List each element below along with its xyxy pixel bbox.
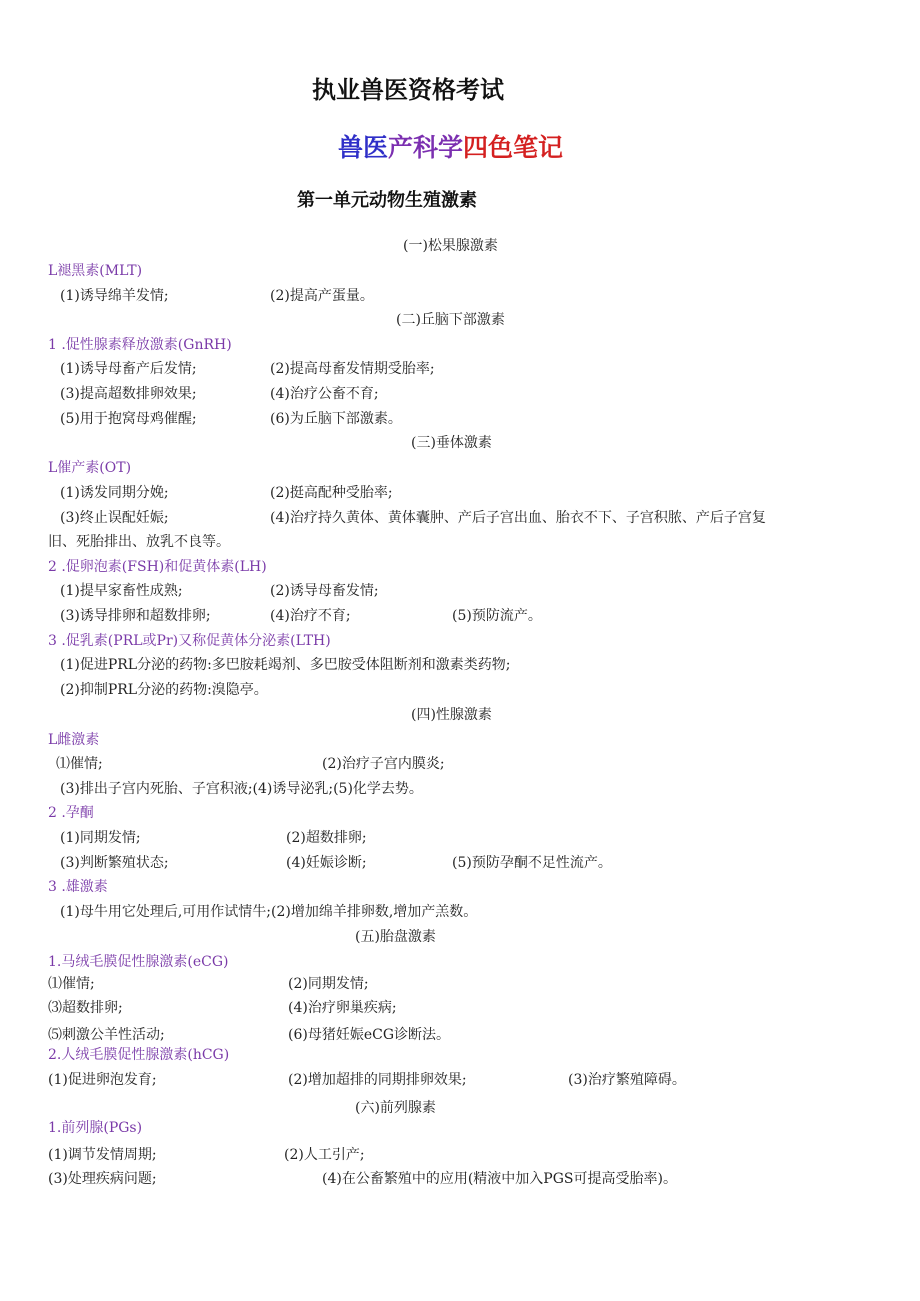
- item-heading: 3 .雄激素: [48, 879, 108, 895]
- subtitle-part-2: 产科学: [388, 133, 464, 162]
- list-item: (1)诱导绵羊发情;: [60, 288, 169, 304]
- list-item: (4)在公畜繁殖中的应用(精液中加入PGS可提高受胎率)。: [322, 1171, 677, 1187]
- list-item: (4)治疗不育;: [270, 608, 351, 624]
- list-item: (1)促进卵泡发育;: [48, 1072, 157, 1088]
- list-item: ⑴催情;: [56, 756, 103, 772]
- list-item: (2)同期发情;: [288, 976, 369, 992]
- section-heading: (四)性腺激素: [411, 707, 492, 723]
- section-heading: (五)胎盘激素: [355, 929, 436, 945]
- list-item: (1)诱发同期分娩;: [60, 485, 169, 501]
- list-item: (2)诱导母畜发情;: [270, 583, 379, 599]
- list-item: (3)判断繁殖状态;: [60, 855, 169, 871]
- list-item: (2)增加超排的同期排卵效果;: [288, 1072, 467, 1088]
- list-item: (3)终止误配妊娠;: [60, 510, 169, 526]
- list-item: (1)诱导母畜产后发情;: [60, 361, 197, 377]
- item-heading: 1.前列腺(PGs): [48, 1120, 143, 1136]
- list-item: (5)预防孕酮不足性流产。: [452, 855, 612, 871]
- list-item: (5)用于抱窝母鸡催醒;: [60, 411, 197, 427]
- list-item: (1)促进PRL分泌的药物:多巴胺耗竭剂、多巴胺受体阻断剂和激素类药物;: [60, 657, 511, 673]
- list-item: (4)治疗持久黄体、黄体囊肿、产后子宫出血、胎衣不下、子宫积脓、产后子宫复: [270, 510, 766, 526]
- list-item: (3)提高超数排卵效果;: [60, 386, 197, 402]
- unit-title: 第一单元动物生殖激素: [297, 190, 477, 211]
- list-item: ⑶超数排卵;: [48, 1000, 123, 1016]
- list-item: (6)母猪妊娠eCG诊断法。: [288, 1027, 451, 1043]
- list-item: (3)治疗繁殖障碍。: [568, 1072, 686, 1088]
- list-item: ⑴催情;: [48, 976, 95, 992]
- list-item: (2)提高母畜发情期受胎率;: [270, 361, 435, 377]
- subtitle-part-1: 兽医: [338, 133, 389, 162]
- section-heading: (二)丘脑下部激素: [396, 312, 505, 328]
- list-item: (4)治疗公畜不育;: [270, 386, 379, 402]
- list-item: (2)超数排卵;: [286, 830, 367, 846]
- section-heading: (六)前列腺素: [355, 1100, 436, 1116]
- item-heading: 1.马绒毛膜促性腺激素(eCG): [48, 954, 229, 970]
- list-item: ⑸刺激公羊性活动;: [48, 1027, 165, 1043]
- list-item: (3)处理疾病问题;: [48, 1171, 157, 1187]
- list-item: (5)预防流产。: [452, 608, 542, 624]
- list-item: (3)诱导排卵和超数排卵;: [60, 608, 211, 624]
- section-heading: (一)松果腺激素: [403, 238, 498, 254]
- list-item: (2)治疗子宫内膜炎;: [322, 756, 445, 772]
- list-item: (2)挺高配种受胎率;: [270, 485, 393, 501]
- list-item: (3)排出子宫内死胎、子宫积液;(4)诱导泌乳;(5)化学去势。: [60, 781, 423, 797]
- list-item: (6)为丘脑下部激素。: [270, 411, 402, 427]
- list-item: (1)调节发情周期;: [48, 1147, 157, 1163]
- list-item: (2)提高产蛋量。: [270, 288, 374, 304]
- list-item: (4)治疗卵巢疾病;: [288, 1000, 397, 1016]
- item-heading: 3 .促乳素(PRL或Pr)又称促黄体分泌素(LTH): [48, 633, 331, 649]
- item-heading: 1 .促性腺素释放激素(GnRH): [48, 337, 232, 353]
- list-item-continued: 旧、死胎排出、放乳不良等。: [48, 534, 230, 550]
- subtitle: [338, 128, 563, 164]
- item-heading: 2 .促卵泡素(FSH)和促黄体素(LH): [48, 559, 267, 575]
- list-item: (1)同期发情;: [60, 830, 141, 846]
- subtitle-part-3: 四色笔记: [463, 133, 564, 162]
- section-heading: (三)垂体激素: [411, 435, 492, 451]
- page-title: 执业兽医资格考试: [312, 76, 504, 104]
- item-heading: L雌激素: [48, 732, 100, 748]
- item-heading: 2 .孕酮: [48, 805, 94, 821]
- list-item: (2)抑制PRL分泌的药物:溴隐亭。: [60, 682, 268, 698]
- item-heading: L褪黑素(MLT): [48, 263, 143, 279]
- list-item: (1)提早家畜性成熟;: [60, 583, 183, 599]
- list-item: (1)母牛用它处理后,可用作试情牛;(2)增加绵羊排卵数,增加产羔数。: [60, 904, 478, 920]
- list-item: (2)人工引产;: [284, 1147, 365, 1163]
- item-heading: L催产素(OT): [48, 460, 132, 476]
- list-item: (4)妊娠诊断;: [286, 855, 367, 871]
- item-heading: 2.人绒毛膜促性腺激素(hCG): [48, 1047, 230, 1063]
